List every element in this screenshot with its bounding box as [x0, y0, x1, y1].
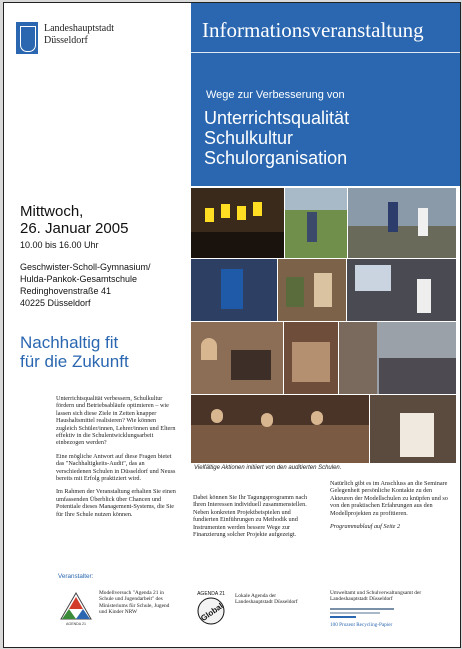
event-date [20, 203, 128, 237]
col2-paragraph: Dabei können Sie Ihr Tagungsprogramm nach Ihren Interessen individuell zusammenstellen. Neben konkreten Projektbeispielen und fundierten Einführungen zu Methodik und Instrumenten werden bessere Wege zur Finanzierung solcher Projekte aufgezeigt. [193, 494, 308, 539]
photo-caption: Vielfältige Aktionen initiiert von den auditierten Schulen. [194, 465, 342, 471]
global-agenda-logo [193, 589, 229, 627]
slogan-line-1: Nachhaltig fit [20, 333, 119, 352]
organizers-label: Veranstalter: [58, 573, 94, 580]
page-title: Informationsveranstaltung [202, 18, 424, 42]
photo-stage [191, 188, 284, 258]
topic-2: Schulkultur [204, 128, 294, 148]
photo-street [339, 322, 456, 394]
text-column-1 [56, 395, 176, 524]
global-logo-text: Global [199, 601, 225, 624]
program-note: Programmablauf auf Seite 2 [330, 523, 401, 531]
col3-paragraph: Natürlich gibt es im Anschluss an die Seminare Gelegenheit persönliche Kontakte zu den Akteuren der Modellschulen zu knüpfen und so von den praktischen Erfahrungen aus den Modellprojekten zu profitieren. [330, 480, 448, 517]
date-day: 26. Januar 2005 [20, 220, 129, 237]
global-logo-top-text: AGENDA 21 [197, 591, 225, 597]
header-divider [191, 52, 460, 53]
venue-line-1: Geschwister-Scholl-Gymnasium/ [20, 262, 151, 272]
col1-paragraph-3: Im Rahmen der Veranstaltung erhalten Sie einen umfassenden Überblick über Chancen und Potentiale dieses Management-Systems, die Sie für Ihre Schule nutzen können. [56, 488, 176, 518]
topic-1: Unterrichtsqualität [204, 108, 350, 128]
header-subtitle: Wege zur Verbesserung von [206, 89, 345, 101]
photo-audience [191, 395, 369, 463]
header-band [191, 3, 460, 186]
col1-paragraph-2: Eine mögliche Antwort auf diese Fragen bietet das "Nachhaltigkeits-Audit", das an verschiedenen Schulen in Düsseldorf und Neuss bereits mit Erfolg praktiziert wird. [56, 452, 176, 483]
photo-screen [347, 259, 456, 321]
slogan [20, 333, 129, 371]
col1-paragraph-1: Unterrichtsqualität verbessern, Schulkultur fördern und Betriebsabläufe optimieren – wie lassen sich diese Ziele in Zeiten knapper Haushaltsmittel realisieren? Wie können zugleich Schüler/innen, Lehrer/innen und Eltern effektiv in die Schulentwicklungsarbeit einbezogen werden? [56, 395, 176, 447]
photo-meeting [278, 259, 346, 321]
text-column-2 [193, 494, 315, 544]
city-line-2: Düsseldorf [44, 35, 88, 46]
photo-students [370, 395, 456, 463]
photo-outdoor [348, 188, 456, 258]
photo-garden [285, 188, 347, 258]
city-line-1: Landeshauptstadt [44, 23, 114, 34]
date-weekday: Mittwoch, [20, 203, 84, 220]
agenda21-triangle-logo [59, 591, 93, 627]
slogan-line-2: für die Zukunft [20, 352, 129, 371]
city-color-bars [330, 608, 394, 620]
venue-line-4: 40225 Düsseldorf [20, 298, 91, 308]
recycling-note: 100 Prozent Recycling-Papier [330, 622, 393, 628]
flyer-page [3, 2, 461, 648]
venue-line-2: Hulda-Pankok-Gesamtschule [20, 274, 138, 284]
event-time: 10.00 bis 16.00 Uhr [20, 240, 99, 250]
city-crest-logo [16, 22, 38, 54]
topic-3: Schulorganisation [204, 148, 348, 168]
agenda21-triangle-logo-text: AGENDA 21 [66, 622, 86, 626]
organizer-3: Umweltamt und Schulverwaltungsamt der Landeshauptstadt Düsseldorf [330, 590, 422, 603]
text-column-3 [330, 480, 454, 536]
organizer-2: Lokale Agenda der Landeshauptstadt Düsseldorf [235, 593, 298, 606]
event-venue [20, 261, 151, 309]
photo-group [284, 322, 338, 394]
photo-presentation [191, 259, 277, 321]
photo-classroom [191, 322, 283, 394]
city-name [44, 23, 114, 47]
organizer-1: Modellversuch "Agenda 21 in Schule und Jugendarbeit" des Ministeriums für Schule, Jugend und Kinder NRW [99, 590, 170, 616]
venue-line-3: Redinghovenstraße 41 [20, 286, 112, 296]
